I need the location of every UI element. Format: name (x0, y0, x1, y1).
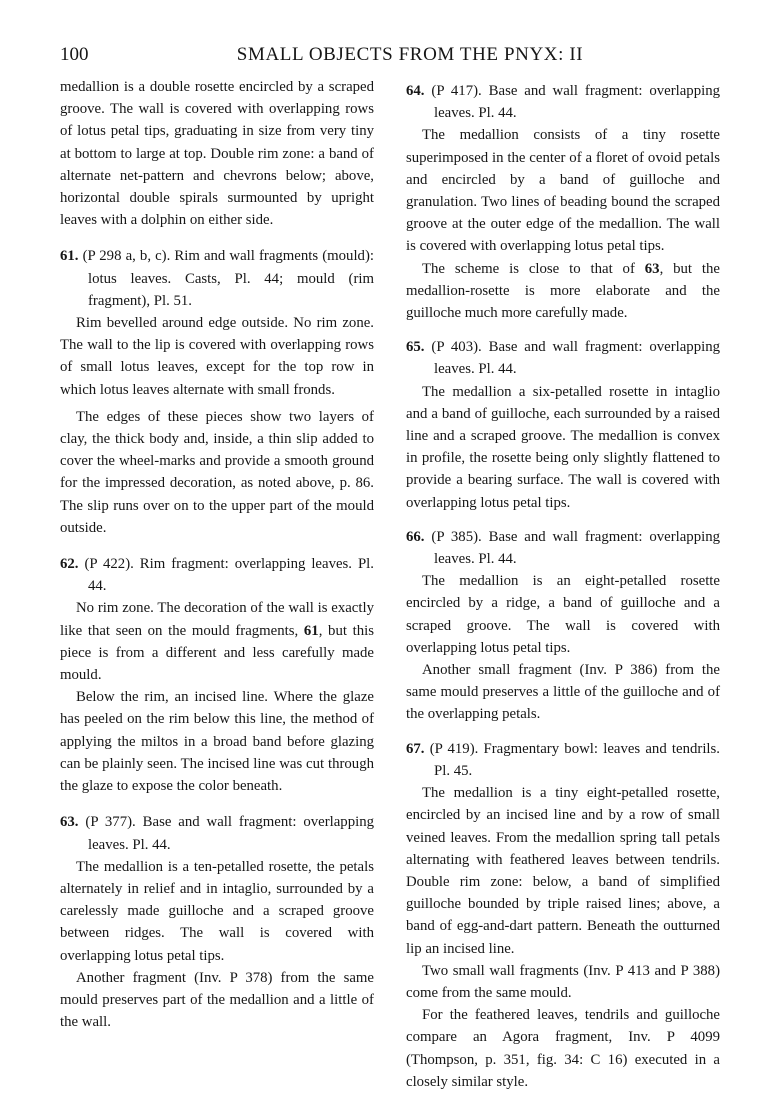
catalog-entry-64-paragraph (406, 258, 720, 325)
page-number: 100 (60, 44, 89, 65)
catalog-entry-61-heading (60, 245, 374, 312)
catalog-entry-67-heading (406, 738, 720, 782)
entry-number: 65. (406, 339, 425, 356)
paragraph-continued: medallion is a double rosette encircled by a scraped groove. The wall is covered with overlapping rows of lotus petal tips, graduating in size from very tiny at bottom to large at top. Double rim zone: a band of alternate net-pattern and chevrons below; above, horizontal double spirals surmounted by upright leaves with a dolphin on either side. (60, 79, 374, 229)
entry-heading-text: (P 385). Base and wall fragment: overlapping leaves. Pl. 44. (431, 528, 721, 568)
right-column (406, 80, 720, 1093)
catalog-entry-61-paragraph: Rim bevelled around edge outside. No rim zone. The wall to the lip is covered with overlapping rows of small lotus leaves, except for the top row in which lotus leaves alternate with small fronds. (60, 315, 374, 398)
catalog-entry-63-heading (60, 811, 374, 855)
cross-reference: 63 (644, 260, 660, 277)
text-run: , but the medallion-rosette is more elaborate and the guilloche much more carefully made. (406, 260, 720, 322)
catalog-entry-67-paragraph: Two small wall fragments (Inv. P 413 and P 388) come from the same mould. (406, 962, 720, 1001)
entry-heading-text: (P 422). Rim fragment: overlapping leaves. Pl. 44. (84, 556, 374, 595)
entry-number: 62. (60, 556, 79, 573)
entry-heading-text: (P 417). Base and wall fragment: overlapping leaves. Pl. 44. (431, 83, 721, 122)
catalog-entry-65-paragraph: The medallion a six-petalled rosette in intaglio and a band of guilloche, each surrounded by a raised line and a scraped groove. The medallion is convex in profile, the rosette being only slightly flattened to provide a bearing surface. The wall is covered with overlapping lotus petal tips. (406, 383, 720, 511)
text-run: , but this piece is from a different and less carefully made mould. (60, 622, 375, 684)
catalog-entry-66-paragraph: The medallion is an eight-petalled rosette encircled by a ridge, a band of guilloche and a scraped groove. The wall is covered with overlapping lotus petal tips. (406, 573, 720, 656)
entry-number: 61. (60, 248, 79, 265)
left-column (60, 76, 374, 1033)
catalog-entry-67-paragraph: For the feathered leaves, tendrils and guilloche compare an Agora fragment, Inv. P 4099 (Thompson, p. 351, fig. 34: C 16) executed in a closely similar style. (406, 1007, 720, 1090)
entry-number: 66. (406, 528, 425, 545)
catalog-entry-66-heading (406, 526, 720, 570)
cross-reference: 61 (303, 622, 319, 639)
entry-number: 67. (406, 740, 425, 757)
page-header (60, 40, 720, 70)
catalog-entry-65-heading (406, 336, 720, 380)
entry-heading-text: (P 419). Fragmentary bowl: leaves and tendrils. Pl. 45. (429, 740, 720, 779)
entry-heading-text: (P 403). Base and wall fragment: overlapping leaves. Pl. 44. (431, 339, 721, 378)
entry-heading-text: (P 298 a, b, c). Rim and wall fragments (mould): lotus leaves. Casts, Pl. 44; mould (rim fragment), Pl. 51. (82, 248, 374, 309)
catalog-entry-63-paragraph: Another fragment (Inv. P 378) from the same mould preserves part of the medallion and a little of the wall. (60, 969, 374, 1031)
catalog-entry-62-heading (60, 553, 374, 597)
catalog-entry-64-heading (406, 80, 720, 124)
running-title: SMALL OBJECTS FROM THE PNYX: II (236, 44, 584, 65)
entry-heading-text: (P 377). Base and wall fragment: overlapping leaves. Pl. 44. (85, 814, 375, 853)
entry-number: 63. (60, 814, 79, 831)
text-run: No rim zone. The decoration of the wall is exactly like that seen on the mould fragments, (60, 600, 374, 639)
text-run: The scheme is close to that of (422, 260, 635, 277)
catalog-entry-64-paragraph: The medallion consists of a tiny rosette superimposed in the center of a floret of ovoid petals and encircled by a band of guilloche and granulation. Two lines of beading bound the scraped groove at the outer edge of the medallion. The wall is covered with overlapping lotus petal tips. (406, 127, 720, 255)
catalog-entry-66-paragraph: Another small fragment (Inv. P 386) from the same mould preserves a little of the guilloche and of the overlapping petals. (406, 662, 720, 723)
entry-number: 64. (406, 83, 425, 99)
catalog-entry-67-paragraph: The medallion is a tiny eight-petalled rosette, encircled by an incised line and by a row of small veined leaves. From the medallion spring tall petals alternating with feathered leaves between tendrils. Double rim zone: below, a band of simplified guilloche bounded by triple raised lines; above, a band of egg-and-dart pattern. Beneath the outturned lip an incised line. (406, 785, 720, 957)
catalog-entry-62-paragraph (60, 597, 374, 686)
catalog-entry-61-paragraph: The edges of these pieces show two layers of clay, the thick body and, inside, a thin slip added to cover the wheel-marks and provide a smooth ground for the impressed decoration, as noted above, p. 86. The slip runs over on to the upper part of the mould outside. (60, 408, 374, 536)
catalog-entry-62-paragraph: Below the rim, an incised line. Where the glaze has peeled on the rim below this line, the method of applying the miltos in a broad band before glazing can be plainly seen. The incised line was cut through the glaze to expose the color beneath. (60, 689, 374, 795)
catalog-entry-63-paragraph: The medallion is a ten-petalled rosette, the petals alternately in relief and in intaglio, surrounded by a carelessly made guilloche and a scraped groove between ridges. The wall is covered with overlapping lotus petal tips. (60, 858, 374, 964)
